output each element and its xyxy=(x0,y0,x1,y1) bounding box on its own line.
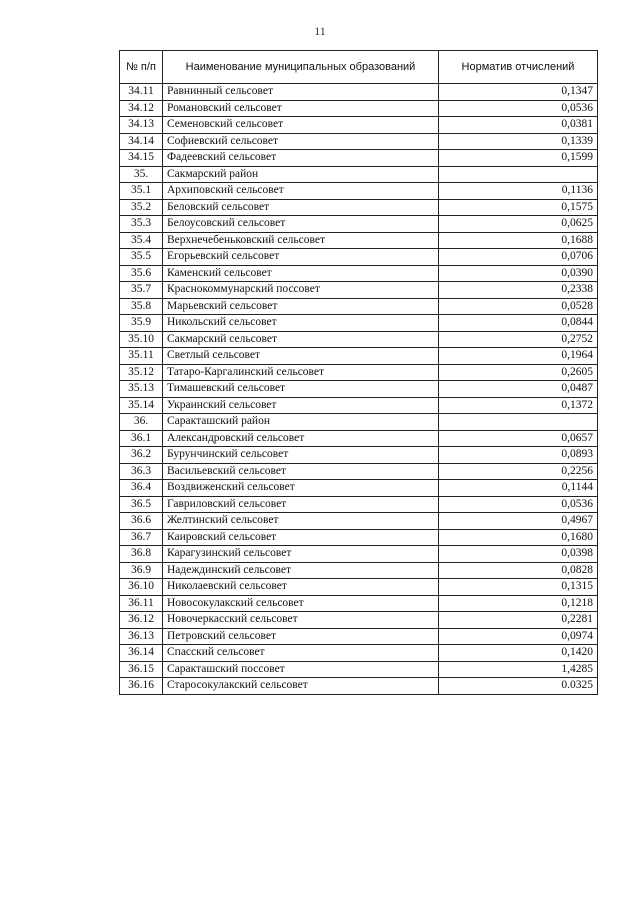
cell-name: Каменский сельсовет xyxy=(163,265,439,282)
table-row xyxy=(120,133,598,150)
table-row xyxy=(120,298,598,315)
table-row xyxy=(120,463,598,480)
table-row xyxy=(120,315,598,332)
table-row xyxy=(120,150,598,167)
cell-value: 0,0706 xyxy=(439,249,598,266)
table-row xyxy=(120,513,598,530)
header-name: Наименование муниципальных образований xyxy=(163,51,439,84)
cell-value: 0,1218 xyxy=(439,595,598,612)
cell-name: Новосокулакский сельсовет xyxy=(163,595,439,612)
cell-name: Светлый сельсовет xyxy=(163,348,439,365)
table-row xyxy=(120,678,598,695)
table-row xyxy=(120,546,598,563)
cell-num: 34.11 xyxy=(120,84,163,101)
page-number: 11 xyxy=(314,24,326,38)
cell-name: Равнинный сельсовет xyxy=(163,84,439,101)
cell-num: 36.7 xyxy=(120,529,163,546)
table-row xyxy=(120,249,598,266)
cell-num: 35.8 xyxy=(120,298,163,315)
cell-name: Старосокулакский сельсовет xyxy=(163,678,439,695)
cell-value: 0,0390 xyxy=(439,265,598,282)
cell-value: 0,0487 xyxy=(439,381,598,398)
cell-num: 35.13 xyxy=(120,381,163,398)
cell-name: Надеждинский сельсовет xyxy=(163,562,439,579)
cell-num: 34.14 xyxy=(120,133,163,150)
cell-name: Желтинский сельсовет xyxy=(163,513,439,530)
table-row xyxy=(120,232,598,249)
table-row xyxy=(120,364,598,381)
table-row xyxy=(120,117,598,134)
cell-value: 0,1575 xyxy=(439,199,598,216)
cell-name: Татаро-Каргалинский сельсовет xyxy=(163,364,439,381)
cell-name: Романовский сельсовет xyxy=(163,100,439,117)
table-row xyxy=(120,100,598,117)
cell-num: 36.16 xyxy=(120,678,163,695)
table-row xyxy=(120,348,598,365)
cell-name: Беловский сельсовет xyxy=(163,199,439,216)
cell-value: 0,1680 xyxy=(439,529,598,546)
cell-name: Николаевский сельсовет xyxy=(163,579,439,596)
table-row xyxy=(120,381,598,398)
cell-name: Краснокоммунарский поссовет xyxy=(163,282,439,299)
table-row xyxy=(120,579,598,596)
cell-value: 0,0528 xyxy=(439,298,598,315)
cell-name: Васильевский сельсовет xyxy=(163,463,439,480)
table-row xyxy=(120,612,598,629)
cell-name: Егорьевский сельсовет xyxy=(163,249,439,266)
cell-value: 0,2281 xyxy=(439,612,598,629)
table-row xyxy=(120,496,598,513)
cell-value: 0,0536 xyxy=(439,100,598,117)
cell-name: Сакмарский сельсовет xyxy=(163,331,439,348)
cell-name: Бурунчинский сельсовет xyxy=(163,447,439,464)
cell-name: Фадеевский сельсовет xyxy=(163,150,439,167)
cell-num: 36.5 xyxy=(120,496,163,513)
cell-name: Тимашевский сельсовет xyxy=(163,381,439,398)
cell-num: 36.11 xyxy=(120,595,163,612)
header-value: Норматив отчислений xyxy=(439,51,598,84)
cell-value: 0,0974 xyxy=(439,628,598,645)
table-header-row xyxy=(120,51,598,84)
cell-value: 0,0893 xyxy=(439,447,598,464)
cell-value: 0,4967 xyxy=(439,513,598,530)
cell-name: Сакмарский район xyxy=(163,166,439,183)
cell-value: 0,1688 xyxy=(439,232,598,249)
table-row xyxy=(120,414,598,431)
cell-name: Марьевский сельсовет xyxy=(163,298,439,315)
cell-value: 0,1420 xyxy=(439,645,598,662)
table-row xyxy=(120,661,598,678)
cell-value: 0,2752 xyxy=(439,331,598,348)
cell-num: 35.4 xyxy=(120,232,163,249)
table-row xyxy=(120,282,598,299)
table-row xyxy=(120,480,598,497)
table-row xyxy=(120,84,598,101)
cell-num: 36.9 xyxy=(120,562,163,579)
cell-num: 36.10 xyxy=(120,579,163,596)
cell-name: Саракташский поссовет xyxy=(163,661,439,678)
cell-name: Гавриловский сельсовет xyxy=(163,496,439,513)
cell-num: 35.2 xyxy=(120,199,163,216)
table-row xyxy=(120,595,598,612)
cell-name: Архиповский сельсовет xyxy=(163,183,439,200)
cell-value: 0,1144 xyxy=(439,480,598,497)
cell-value: 0.0325 xyxy=(439,678,598,695)
cell-num: 36.3 xyxy=(120,463,163,480)
cell-num: 34.15 xyxy=(120,150,163,167)
cell-value: 1,4285 xyxy=(439,661,598,678)
cell-value: 0,0381 xyxy=(439,117,598,134)
cell-name: Воздвиженский сельсовет xyxy=(163,480,439,497)
cell-value: 0,1315 xyxy=(439,579,598,596)
cell-num: 35.3 xyxy=(120,216,163,233)
cell-name: Карагузинский сельсовет xyxy=(163,546,439,563)
cell-value: 0,0625 xyxy=(439,216,598,233)
table-row xyxy=(120,430,598,447)
cell-value: 0,1339 xyxy=(439,133,598,150)
table-row xyxy=(120,645,598,662)
cell-name: Никольский сельсовет xyxy=(163,315,439,332)
table-row xyxy=(120,199,598,216)
cell-name: Украинский сельсовет xyxy=(163,397,439,414)
cell-value: 0,2605 xyxy=(439,364,598,381)
cell-num: 35.7 xyxy=(120,282,163,299)
table-row xyxy=(120,331,598,348)
cell-name: Семеновский сельсовет xyxy=(163,117,439,134)
cell-value: 0,2256 xyxy=(439,463,598,480)
cell-num: 36. xyxy=(120,414,163,431)
cell-num: 34.13 xyxy=(120,117,163,134)
cell-num: 36.12 xyxy=(120,612,163,629)
cell-value: 0,0536 xyxy=(439,496,598,513)
table-row xyxy=(120,628,598,645)
cell-value: 0,1347 xyxy=(439,84,598,101)
cell-name: Новочеркасский сельсовет xyxy=(163,612,439,629)
cell-name: Спасский сельсовет xyxy=(163,645,439,662)
cell-name: Александровский сельсовет xyxy=(163,430,439,447)
cell-num: 36.1 xyxy=(120,430,163,447)
table-row xyxy=(120,265,598,282)
cell-num: 35.14 xyxy=(120,397,163,414)
header-num: № п/п xyxy=(120,51,163,84)
cell-num: 36.4 xyxy=(120,480,163,497)
cell-value: 0,0844 xyxy=(439,315,598,332)
cell-value: 0,1372 xyxy=(439,397,598,414)
cell-num: 36.6 xyxy=(120,513,163,530)
cell-num: 35.9 xyxy=(120,315,163,332)
cell-value: 0,1136 xyxy=(439,183,598,200)
cell-num: 35.10 xyxy=(120,331,163,348)
table-row xyxy=(120,397,598,414)
cell-num: 36.8 xyxy=(120,546,163,563)
cell-name: Верхнечебеньковский сельсовет xyxy=(163,232,439,249)
cell-name: Каировский сельсовет xyxy=(163,529,439,546)
table-row xyxy=(120,183,598,200)
cell-num: 35.1 xyxy=(120,183,163,200)
cell-value: 0,1964 xyxy=(439,348,598,365)
cell-value xyxy=(439,166,598,183)
norms-table xyxy=(119,50,598,695)
table-row xyxy=(120,529,598,546)
cell-num: 35.12 xyxy=(120,364,163,381)
cell-name: Белоусовский сельсовет xyxy=(163,216,439,233)
cell-num: 36.15 xyxy=(120,661,163,678)
table-row xyxy=(120,166,598,183)
table-row xyxy=(120,447,598,464)
cell-num: 36.13 xyxy=(120,628,163,645)
table-body xyxy=(120,84,598,695)
cell-name: Софиевский сельсовет xyxy=(163,133,439,150)
cell-value: 0,2338 xyxy=(439,282,598,299)
cell-num: 35.6 xyxy=(120,265,163,282)
cell-value: 0,0657 xyxy=(439,430,598,447)
cell-num: 34.12 xyxy=(120,100,163,117)
cell-value: 0,1599 xyxy=(439,150,598,167)
cell-name: Саракташский район xyxy=(163,414,439,431)
cell-num: 35.5 xyxy=(120,249,163,266)
cell-value: 0,0398 xyxy=(439,546,598,563)
cell-num: 36.14 xyxy=(120,645,163,662)
cell-value xyxy=(439,414,598,431)
cell-num: 35.11 xyxy=(120,348,163,365)
cell-value: 0,0828 xyxy=(439,562,598,579)
cell-num: 36.2 xyxy=(120,447,163,464)
table-row xyxy=(120,216,598,233)
cell-num: 35. xyxy=(120,166,163,183)
table-row xyxy=(120,562,598,579)
cell-name: Петровский сельсовет xyxy=(163,628,439,645)
